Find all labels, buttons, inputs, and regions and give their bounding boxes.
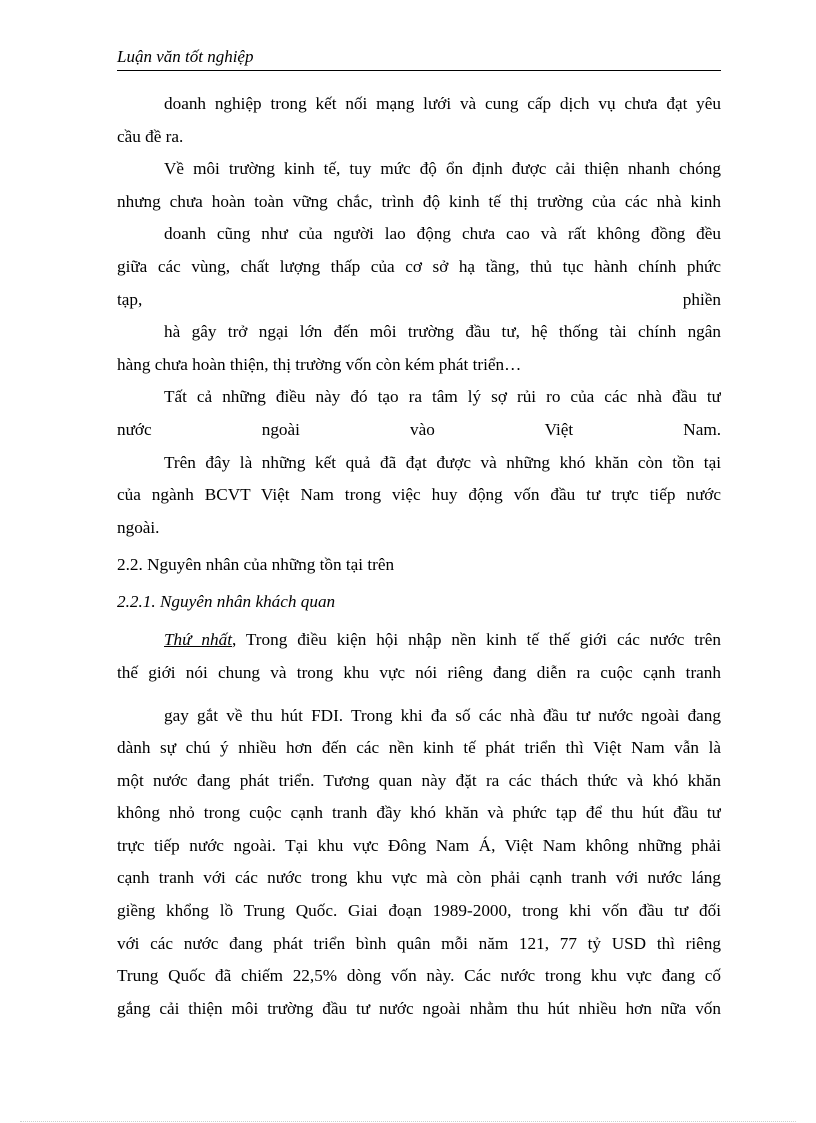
text-line: nước ngoài vào Việt Nam. — [117, 419, 721, 439]
text-line: gắng cải thiện môi trường đầu tư nước ngoài nhằm thu hút nhiều hơn nữa vốn — [117, 998, 721, 1018]
header-title: Luận văn tốt nghiệp — [117, 47, 254, 66]
text-line: không nhỏ trong cuộc cạnh tranh đầy khó khăn và phức tạp để thu hút đầu tư — [117, 803, 721, 823]
section-heading: 2.2. Nguyên nhân của những tồn tại trên — [117, 555, 395, 575]
text-line: hàng chưa hoàn thiện, thị trường vốn còn kém phát triển… — [117, 354, 522, 374]
text-line: Trên đây là những kết quả đã đạt được và những khó khăn còn tồn tại — [164, 452, 721, 472]
text-line: Trung Quốc đã chiếm 22,5% dòng vốn này. Các nước trong khu vực đang cố — [117, 966, 721, 986]
text-line: thế giới nói chung và trong khu vực nói riêng đang diễn ra cuộc cạnh tranh — [117, 662, 721, 682]
text-line: tạp, phiền — [117, 289, 721, 309]
lead-rest: , Trong điều kiện hội nhập nền kinh tế thế giới các nước trên — [232, 630, 721, 650]
text-line: doanh cũng như của người lao động chưa cao và rất không đồng đều — [164, 224, 721, 244]
text-line: Về môi trường kinh tế, tuy mức độ ổn định được cải thiện nhanh chóng — [164, 159, 721, 179]
text-line: cầu đề ra. — [117, 126, 184, 146]
text-line: Tất cả những điều này đó tạo ra tâm lý sợ rủi ro của các nhà đầu tư — [164, 387, 721, 407]
text-line: một nước đang phát triển. Tương quan này đặt ra các thách thức và khó khăn — [117, 770, 721, 790]
spacer — [117, 690, 721, 700]
text-line: doanh nghiệp trong kết nối mạng lưới và cung cấp dịch vụ chưa đạt yêu — [164, 94, 721, 113]
text-line: với các nước đang phát triển bình quân mỗi năm 121, 77 tỷ USD thì riêng — [117, 933, 721, 953]
text-line — [117, 624, 721, 657]
text-line: trực tiếp nước ngoài. Tại khu vực Đông Nam Á, Việt Nam không những phải — [117, 835, 721, 855]
text-line: cạnh tranh với các nước trong khu vực mà còn phải cạnh tranh với nước láng — [117, 868, 721, 888]
text-line: dành sự chú ý nhiều hơn đến các nền kinh tế phát triển thì Việt Nam vẫn là — [117, 738, 721, 758]
text-line: gay gắt về thu hút FDI. Trong khi đa số các nhà đầu tư nước ngoài đang — [164, 705, 721, 725]
text-line: ngoài. — [117, 517, 160, 537]
page-header — [117, 47, 721, 71]
text-line: của ngành BCVT Việt Nam trong việc huy động vốn đầu tư trực tiếp nước — [117, 485, 721, 505]
document-body — [117, 88, 721, 1025]
page-bottom-border — [20, 1121, 796, 1122]
text-line: giềng khổng lồ Trung Quốc. Giai đoạn 1989-2000, trong khi vốn đầu tư đối — [117, 901, 721, 921]
subsection-heading: 2.2.1. Nguyên nhân khách quan — [117, 592, 336, 612]
lead-term: Thứ nhất — [164, 630, 232, 650]
text-line: giữa các vùng, chất lượng thấp của cơ sở hạ tầng, thủ tục hành chính phức — [117, 256, 721, 276]
text-line: hà gây trở ngại lớn đến môi trường đầu tư, hệ thống tài chính ngân — [164, 322, 721, 342]
text-line: nhưng chưa hoàn toàn vững chắc, trình độ kinh tế thị trường của các nhà kinh — [117, 191, 721, 211]
